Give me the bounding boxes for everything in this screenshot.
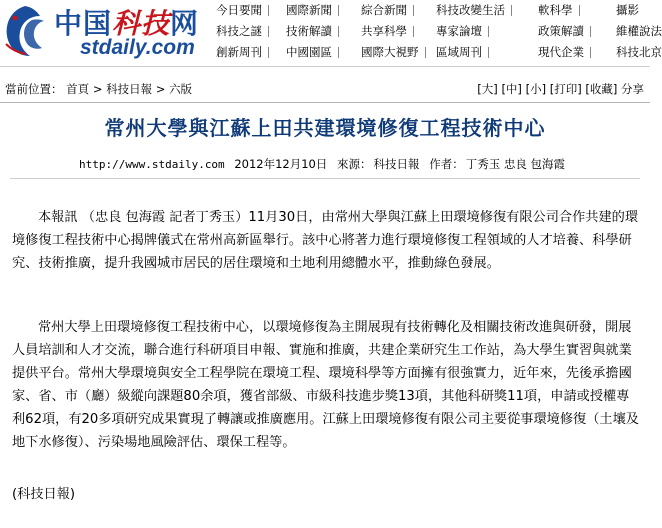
nav-link[interactable]: 中國園區	[286, 45, 332, 59]
nav-separator	[425, 47, 426, 58]
site-logo[interactable]	[2, 2, 207, 62]
nav-link[interactable]: 科技改變生活	[436, 3, 505, 17]
nav-item[interactable]	[436, 42, 495, 63]
nav-separator	[511, 5, 512, 16]
nav-link[interactable]: 軟科學	[538, 3, 573, 17]
nav-item[interactable]	[538, 42, 597, 63]
source-label: 來源：	[337, 157, 372, 171]
article-date: 2012年12月10日	[234, 157, 328, 171]
print-button[interactable]: [打印]	[549, 82, 582, 96]
nav-link[interactable]: 攝影	[616, 3, 639, 17]
logo-domain-text: stdaily.com	[80, 36, 195, 59]
header-divider	[0, 66, 650, 67]
nav-separator	[268, 26, 269, 37]
nav-link[interactable]: 政策解讀	[538, 24, 584, 38]
nav-separator	[268, 5, 269, 16]
article-source: 科技日報	[373, 157, 420, 171]
nav-link[interactable]: 區域周刊	[436, 45, 482, 59]
font-large-button[interactable]: [大]	[477, 82, 498, 96]
nav-item[interactable]	[361, 42, 432, 63]
author-label: 作者：	[429, 157, 464, 171]
nav-link[interactable]: 國際新聞	[286, 3, 332, 17]
nav-link[interactable]: 國際大視野	[361, 45, 419, 59]
article-paragraph: 本報訊 （忠良 包海霞 記者丁秀玉）11月30日，由常州大學與江蘇上田環境修復有限公司合作共建的環境修復工程技術中心揭牌儀式在常州高新區舉行。該中心將著力進行環境修復工程領域的人才培養、科學研究、技術推廣，提升我國城市居民的居住環境和土地利用總體水平，推動綠色發展。	[12, 210, 639, 271]
nav-item[interactable]	[286, 42, 345, 63]
article-authors: 丁秀玉 忠良 包海霞	[465, 157, 566, 171]
font-medium-button[interactable]: [中]	[501, 82, 522, 96]
breadcrumb	[5, 78, 192, 100]
nav-link[interactable]: 創新周刊	[216, 45, 262, 59]
nav-item[interactable]	[616, 0, 639, 21]
breadcrumb-bar	[0, 78, 650, 100]
nav-separator	[590, 26, 591, 37]
nav-link[interactable]: 專家論壇	[436, 24, 482, 38]
breadcrumb-item-newspaper[interactable]: 科技日報	[106, 82, 153, 96]
nav-item[interactable]	[436, 21, 495, 42]
article-paragraph: 常州大學上田環境修復工程技術中心，以環境修復為主開展現有技術轉化及相關技術改進與研發，開展人員培訓和人才交流，聯合進行科研項目申報、實施和推廣，共建企業研究生工作站，為大學生實習與就業提供平台。常州大學環境與安全工程學院在環境工程、環境科學等方面擁有很強實力，近年來，先後承擔國家、省、市（廳）級縱向課題80余項，獲省部級、市級科技進步獎13項，其他科研獎11項，申請或授權專利62項，有20多項研究成果實現了轉讓或推廣應用。江蘇上田環境修復有限公司主要從事環境修復（土壤及地下水修復）、污染場地風險評估、環保工程等。	[12, 320, 639, 450]
nav-link[interactable]: 今日要聞	[216, 3, 262, 17]
nav-link[interactable]: 技術解讀	[286, 24, 332, 38]
article-url[interactable]: http://www.stdaily.com	[78, 158, 225, 171]
nav-link[interactable]: 現代企業	[538, 45, 584, 59]
breadcrumb-separator: >	[155, 82, 166, 96]
breadcrumb-label: 當前位置：	[5, 82, 63, 96]
nav-item[interactable]	[616, 21, 662, 42]
logo-chinese-text: 中国科技网	[54, 7, 200, 40]
nav-item[interactable]	[286, 0, 345, 21]
nav-separator	[338, 5, 339, 16]
article-meta	[0, 156, 650, 172]
nav-item[interactable]	[436, 0, 518, 21]
dragon-emblem-icon	[2, 4, 48, 58]
nav-separator	[338, 26, 339, 37]
nav-item[interactable]	[538, 21, 597, 42]
nav-link[interactable]: 綜合新聞	[361, 3, 407, 17]
favorite-button[interactable]: [收藏]	[585, 82, 618, 96]
nav-item[interactable]	[216, 21, 275, 42]
nav-separator	[488, 47, 489, 58]
breadcrumb-separator: >	[92, 82, 103, 96]
breadcrumb-divider	[0, 102, 650, 103]
nav-separator	[268, 47, 269, 58]
nav-link[interactable]: 科技之謎	[216, 24, 262, 38]
nav-link[interactable]: 維權說法	[616, 24, 662, 38]
nav-separator	[413, 26, 414, 37]
font-small-button[interactable]: [小]	[525, 82, 547, 96]
nav-item[interactable]	[216, 42, 275, 63]
article-tools	[477, 78, 644, 100]
breadcrumb-item-page[interactable]: 六版	[169, 82, 193, 96]
breadcrumb-item-home[interactable]: 首頁	[66, 82, 90, 96]
nav-item[interactable]	[361, 0, 420, 21]
nav-separator	[338, 47, 339, 58]
nav-separator	[590, 47, 591, 58]
nav-item[interactable]	[538, 0, 586, 21]
nav-item[interactable]	[616, 42, 662, 63]
nav-link[interactable]: 共享科學	[361, 24, 407, 38]
meta-divider	[10, 178, 640, 179]
nav-separator	[488, 26, 489, 37]
nav-separator	[579, 5, 580, 16]
nav-item[interactable]	[286, 21, 345, 42]
nav-link[interactable]: 科技北京	[616, 45, 662, 59]
share-button[interactable]: 分享	[621, 82, 644, 96]
nav-separator	[413, 5, 414, 16]
nav-item[interactable]	[361, 21, 420, 42]
article-footer-source: (科技日報)	[12, 487, 76, 502]
site-header	[0, 0, 662, 64]
article-title: 常州大學與江蘇上田共建環境修復工程技術中心	[104, 116, 546, 140]
nav-item[interactable]	[216, 0, 275, 21]
